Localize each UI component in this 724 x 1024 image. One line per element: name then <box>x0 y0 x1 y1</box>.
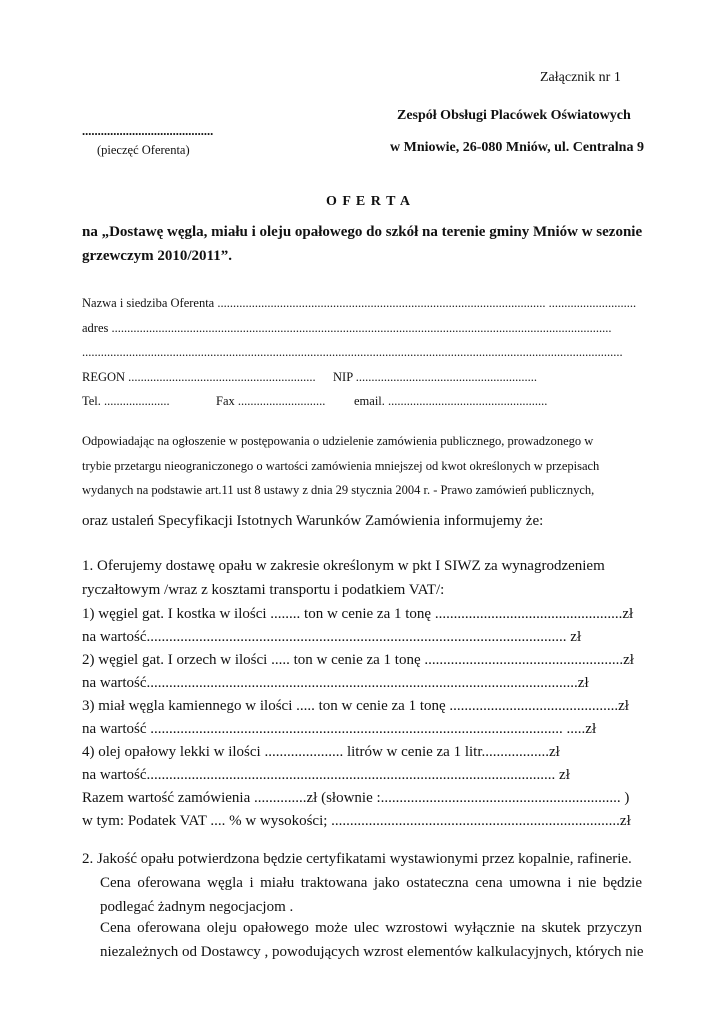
tel-field[interactable]: Tel. ..................... <box>82 394 170 408</box>
point-1-line-1: 1. Oferujemy dostawę opału w zakresie określonym w pkt I SIWZ za wynagrodzeniem <box>82 558 605 574</box>
stamp-dots: .......................................... <box>82 124 214 138</box>
intro-line-2: trybie przetargu nieograniczonego o wartości zamówienia mniejszej od kwot określonych w przepisach <box>82 459 600 473</box>
point-2-line-4: Cena oferowana oleju opałowego może ulec wzrostowi wyłącznie na skutek przyczyn <box>100 920 642 936</box>
regon-field[interactable]: REGON ............................................................ <box>82 370 316 384</box>
nip-field[interactable]: NIP .......................................................... <box>333 370 538 384</box>
contractor-address-field[interactable]: adres ................................................................................................................................................................ <box>82 321 612 335</box>
coal-fines-value-field[interactable]: na wartość .............................................................................................................. .....zł <box>82 721 597 737</box>
fuel-oil-value-field[interactable]: na wartość............................................................................................................. zł <box>82 767 570 783</box>
coal-fines-price-field[interactable]: 3) miał węgla kamiennego w ilości ..... ton w cenie za 1 tonę .............................................zł <box>82 698 629 714</box>
subject-line-1: na „Dostawę węgla, miału i oleju opałowego do szkół na terenie gminy Mniów w sezonie <box>82 224 643 240</box>
email-field[interactable]: email. ................................................... <box>354 394 548 408</box>
fax-field[interactable]: Fax ............................ <box>216 394 326 408</box>
contractor-name-field[interactable]: Nazwa i siedziba Oferenta ......................................................................................................... ............................ <box>82 296 637 310</box>
intro-line-1: Odpowiadając na ogłoszenie w postępowania o udzielenie zamówienia publicznego, prowadzonego w <box>82 434 594 448</box>
coal-nut-price-field[interactable]: 2) węgiel gat. I orzech w ilości ..... ton w cenie za 1 tonę .....................................................zł <box>82 652 634 668</box>
point-2-line-2: Cena oferowana węgla i miału traktowana jako ostateczna cena umowna i nie będzie <box>100 875 642 891</box>
recipient-name: Zespół Obsługi Placówek Oświatowych <box>397 108 631 123</box>
intro-line-4: oraz ustaleń Specyfikacji Istotnych Warunków Zamówienia informujemy że: <box>82 513 544 529</box>
point-2-line-5: niezależnych od Dostawcy , powodujących wzrost elementów kalkulacyjnych, których nie <box>100 944 644 960</box>
coal-cube-price-field[interactable]: 1) węgiel gat. I kostka w ilości ........ ton w cenie za 1 tonę ..................................................zł <box>82 606 634 622</box>
annex-label: Załącznik nr 1 <box>540 70 621 85</box>
point-2-line-3: podlegać żadnym negocjacjom . <box>100 899 294 915</box>
stamp-label: (pieczęć Oferenta) <box>97 143 190 157</box>
fuel-oil-price-field[interactable]: 4) olej opałowy lekki w ilości ..................... litrów w cenie za 1 litr..................zł <box>82 744 560 760</box>
recipient-address: w Mniowie, 26-080 Mniów, ul. Centralna 9 <box>390 140 644 155</box>
point-2-line-1: 2. Jakość opału potwierdzona będzie certyfikatami wystawionymi przez kopalnie, rafinerie. <box>82 851 632 867</box>
point-1-line-2: ryczałtowym /wraz z kosztami transportu i podatkiem VAT/: <box>82 582 445 598</box>
coal-cube-value-field[interactable]: na wartość................................................................................................................ zł <box>82 629 582 645</box>
intro-line-3: wydanych na podstawie art.11 ust 8 ustawy z dnia 29 stycznia 2004 r. - Prawo zamówień publicznych, <box>82 483 595 497</box>
total-order-value-field[interactable]: Razem wartość zamówienia ..............zł (słownie :................................................................ ) <box>82 790 630 806</box>
subject-line-2: grzewczym 2010/2011”. <box>82 248 232 264</box>
coal-nut-value-field[interactable]: na wartość...................................................................................................................zł <box>82 675 589 691</box>
contractor-address-extra-field[interactable]: ............................................................................................................................................................................. <box>82 345 623 359</box>
vat-amount-field[interactable]: w tym: Podatek VAT .... % w wysokości; .............................................................................zł <box>82 813 631 829</box>
document-title: O F E R T A <box>326 194 412 209</box>
